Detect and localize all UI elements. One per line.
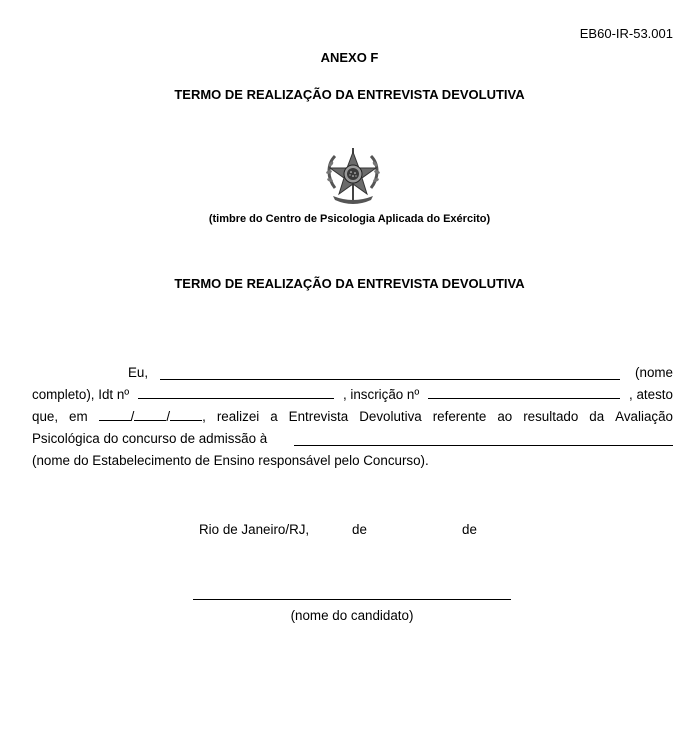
day-field[interactable] (99, 406, 131, 421)
brazil-coat-of-arms-icon (321, 144, 385, 208)
label-idt: completo), Idt nº (32, 387, 130, 402)
year-field[interactable] (170, 406, 202, 421)
line-4 (32, 428, 673, 450)
word-que: que, (32, 409, 59, 424)
document-code: EB60-IR-53.001 (579, 26, 673, 41)
annex-label: ANEXO F (320, 50, 379, 65)
school-field[interactable] (294, 431, 673, 446)
place-de-2: de (462, 522, 477, 537)
line-2 (32, 384, 673, 406)
word-a: a (270, 409, 278, 424)
full-name-field[interactable] (160, 365, 620, 380)
label-atesto: , atesto (629, 387, 673, 402)
word-avaliacao: Avaliação (615, 409, 673, 424)
month-field[interactable] (134, 406, 166, 421)
line-1 (32, 362, 673, 384)
word-resultado: resultado (523, 409, 579, 424)
word-da: da (589, 409, 605, 424)
line-3 (32, 406, 673, 428)
label-school-note: (nome do Estabelecimento de Ensino responsável pelo Concurso). (32, 453, 429, 468)
signature-line[interactable] (193, 599, 511, 600)
label-inscricao: , inscrição nº (342, 387, 420, 402)
registration-field[interactable] (428, 384, 620, 399)
place-city: Rio de Janeiro/RJ, (199, 522, 310, 537)
date-fields: / / , (99, 406, 206, 428)
form-title: TERMO DE REALIZAÇÃO DA ENTREVISTA DEVOLUTIVA (174, 276, 525, 291)
line-5 (32, 450, 673, 472)
declaration-paragraph (32, 362, 673, 472)
word-em: em (69, 409, 88, 424)
word-ao: ao (497, 409, 513, 424)
word-entrevista: Entrevista (288, 409, 349, 424)
idt-field[interactable] (138, 384, 334, 399)
signature-label: (nome do candidato) (290, 608, 414, 623)
word-devolutiva: Devolutiva (359, 409, 422, 424)
seal-caption: (timbre do Centro de Psicologia Aplicada do Exército) (208, 213, 491, 225)
word-realizei: realizei (216, 409, 260, 424)
label-nome: (nome (635, 365, 673, 380)
label-admissao: Psicológica do concurso de admissão à (32, 431, 268, 446)
label-eu: Eu, (128, 365, 149, 380)
place-de-1: de (352, 522, 367, 537)
annex-title: TERMO DE REALIZAÇÃO DA ENTREVISTA DEVOLUTIVA (174, 87, 525, 102)
word-referente: referente (432, 409, 487, 424)
